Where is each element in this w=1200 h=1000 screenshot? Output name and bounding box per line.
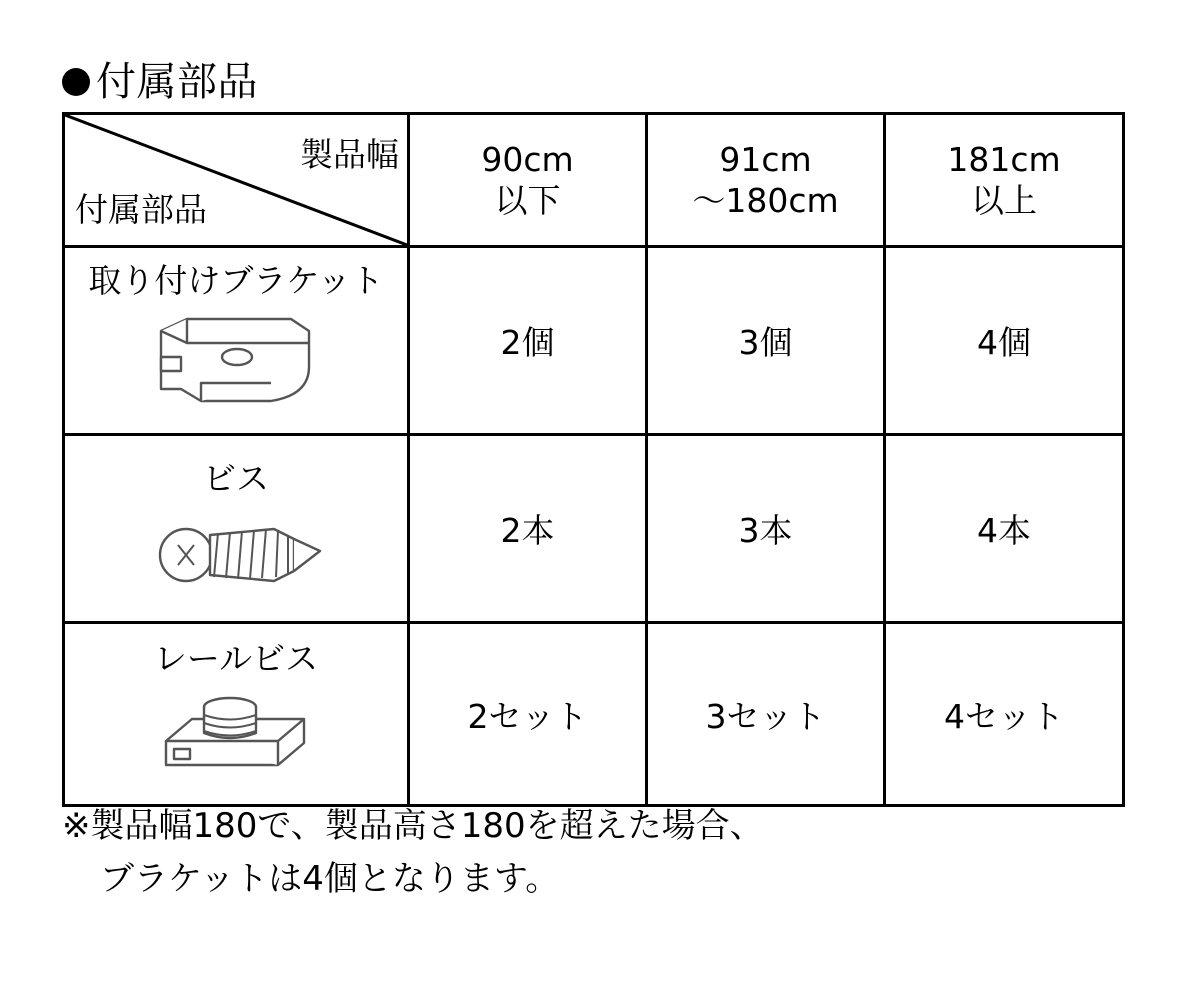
table-row (64, 435, 1124, 623)
cell-screw-col2: 3本 (647, 435, 885, 623)
column-axis-label: 製品幅 (300, 135, 399, 174)
row-header-rail-screw-label: レールビス (153, 639, 319, 679)
page-title-text: 付属部品 (96, 59, 258, 105)
bracket-icon (65, 307, 407, 421)
column-header-3-line2: 以上 (971, 181, 1037, 220)
row-header-bracket (64, 247, 409, 435)
row-header-rail-screw (64, 623, 409, 806)
column-header-2 (647, 114, 885, 247)
row-header-screw (64, 435, 409, 623)
cell-bracket-col3: 4個 (885, 247, 1124, 435)
footnote-line-1: ※製品幅180で、製品高さ180を超えた場合、 (62, 806, 764, 846)
cell-screw-col1: 2本 (409, 435, 647, 623)
screw-icon (65, 505, 407, 599)
column-header-1 (409, 114, 647, 247)
cell-screw-col3: 4本 (885, 435, 1124, 623)
column-header-2-line1: 91cm (719, 139, 812, 179)
cell-bracket-col2: 3個 (647, 247, 885, 435)
parts-table (62, 112, 1125, 807)
black-circle-icon (62, 68, 90, 96)
column-header-3 (885, 114, 1124, 247)
rail-screw-icon (65, 685, 407, 789)
footnote-line-2: ブラケットは4個となります。 (100, 858, 560, 899)
cell-rail-screw-col1: 2セット (409, 623, 647, 806)
rail-screw-icon-svg (144, 685, 329, 780)
row-header-screw-label: ビス (203, 458, 269, 498)
page-title (62, 59, 258, 105)
column-header-2-line2: 〜180cm (692, 181, 839, 220)
cell-bracket-col1: 2個 (409, 247, 647, 435)
table-header-row (64, 114, 1124, 247)
cell-rail-screw-col2: 3セット (647, 623, 885, 806)
bracket-icon-svg (141, 307, 331, 412)
column-header-1-line2: 以下 (494, 181, 561, 220)
row-header-bracket-label: 取り付けブラケット (88, 260, 384, 300)
row-axis-label: 付属部品 (75, 190, 207, 229)
cell-rail-screw-col3: 4セット (885, 623, 1124, 806)
corner-header-cell (64, 114, 409, 247)
column-header-3-line1: 181cm (947, 139, 1061, 179)
parts-table-container (62, 112, 1122, 792)
table-row (64, 623, 1124, 806)
screw-icon-svg (144, 505, 329, 590)
table-row (64, 247, 1124, 435)
footnote (62, 800, 764, 905)
column-header-1-line1: 90cm (481, 139, 574, 179)
